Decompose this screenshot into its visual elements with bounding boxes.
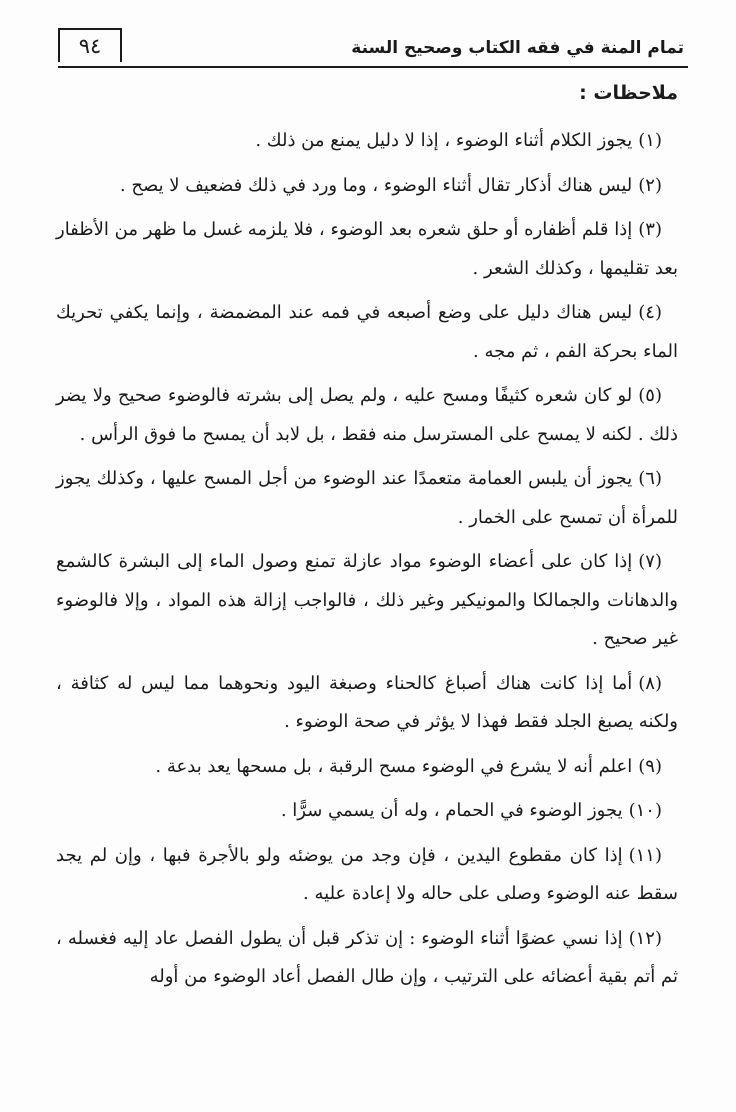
note-number: (٤) (638, 302, 662, 323)
note-number: (٦) (638, 468, 662, 489)
page-header (58, 28, 688, 72)
note-number: (١٠) (628, 800, 662, 821)
note-number: (١١) (628, 844, 662, 866)
note-number: (١٢) (628, 927, 662, 949)
header-rule (58, 66, 688, 68)
note-item (56, 460, 678, 537)
note-text: اعلم أنه لا يشرع في الوضوء مسح الرقبة ، بل مسحها يعد بدعة . (155, 755, 633, 777)
note-text: يجوز أن يلبس العمامة متعمدًا عند الوضوء من أجل المسح عليها ، وكذلك يجوز للمرأة أن تمسح على الخمار . (56, 468, 678, 528)
note-item (56, 294, 678, 371)
note-item (56, 122, 678, 161)
note-number: (٥) (638, 385, 662, 406)
note-text: يجوز الكلام أثناء الوضوء ، إذا لا دليل يمنع من ذلك . (255, 130, 633, 151)
note-item (56, 167, 678, 206)
note-text: أما إذا كانت هناك أصباغ كالحناء وصبغة اليود ونحوهما مما ليس له كثافة ، ولكنه يصبغ الجلد فقط فهذا لا يؤثر في صحة الوضوء . (56, 672, 678, 732)
page-number: ٩٤ (58, 28, 122, 62)
note-text: إذا قلم أظفاره أو حلق شعره بعد الوضوء ، فلا يلزمه غسل ما ظهر من الأظفار بعد تقليمها ، وكذلك الشعر . (56, 219, 678, 279)
note-item (56, 377, 678, 454)
note-text: يجوز الوضوء في الحمام ، وله أن يسمي سرًّا . (280, 800, 623, 821)
note-item (56, 920, 678, 997)
note-text: لو كان شعره كثيفًا ومسح عليه ، ولم يصل إلى بشرته فالوضوء صحيح ولا يضر ذلك . لكنه لا يمسح على المسترسل منه فقط ، بل لابد أن يمسح ما فوق الرأس . (56, 385, 678, 445)
note-number: (١) (638, 130, 662, 151)
section-heading: ملاحظات : (579, 82, 678, 104)
note-item (56, 665, 678, 742)
note-number: (٩) (638, 755, 662, 777)
notes-list (56, 122, 678, 1003)
note-number: (٣) (638, 219, 662, 240)
note-item (56, 543, 678, 659)
running-title: تمام المنة في فقه الكتاب وصحيح السنة (351, 38, 684, 58)
note-item (56, 837, 678, 914)
note-text: ليس هناك أذكار تقال أثناء الوضوء ، وما ورد في ذلك فضعيف لا يصح . (119, 174, 633, 196)
note-text: إذا كان على أعضاء الوضوء مواد عازلة تمنع وصول الماء إلى البشرة كالشمع والدهانات والجمالكا والمونيكير وغير ذلك ، فالواجب إزالة هذه المواد ، وإلا فالوضوء غير صحيح . (56, 551, 678, 649)
note-item (56, 792, 678, 831)
note-number: (٢) (638, 174, 662, 196)
note-number: (٧) (638, 551, 662, 572)
note-item (56, 211, 678, 288)
note-text: ليس هناك دليل على وضع أصبعه في فمه عند المضمضة ، وإنما يكفي تحريك الماء بحركة الفم ، ثم مجه . (56, 302, 678, 362)
note-text: إذا كان مقطوع اليدين ، فإن وجد من يوضئه ولو بالأجرة فبها ، وإن لم يجد سقط عنه الوضوء وصلى على حاله ولا إعادة عليه . (56, 844, 678, 904)
note-number: (٨) (638, 672, 662, 694)
note-text: إذا نسي عضوًا أثناء الوضوء : إن تذكر قبل أن يطول الفصل عاد إليه فغسله ، ثم أتم بقية أعضائه على الترتيب ، وإن طال الفصل أعاد الوضوء من أوله (56, 927, 678, 987)
note-item (56, 748, 678, 787)
